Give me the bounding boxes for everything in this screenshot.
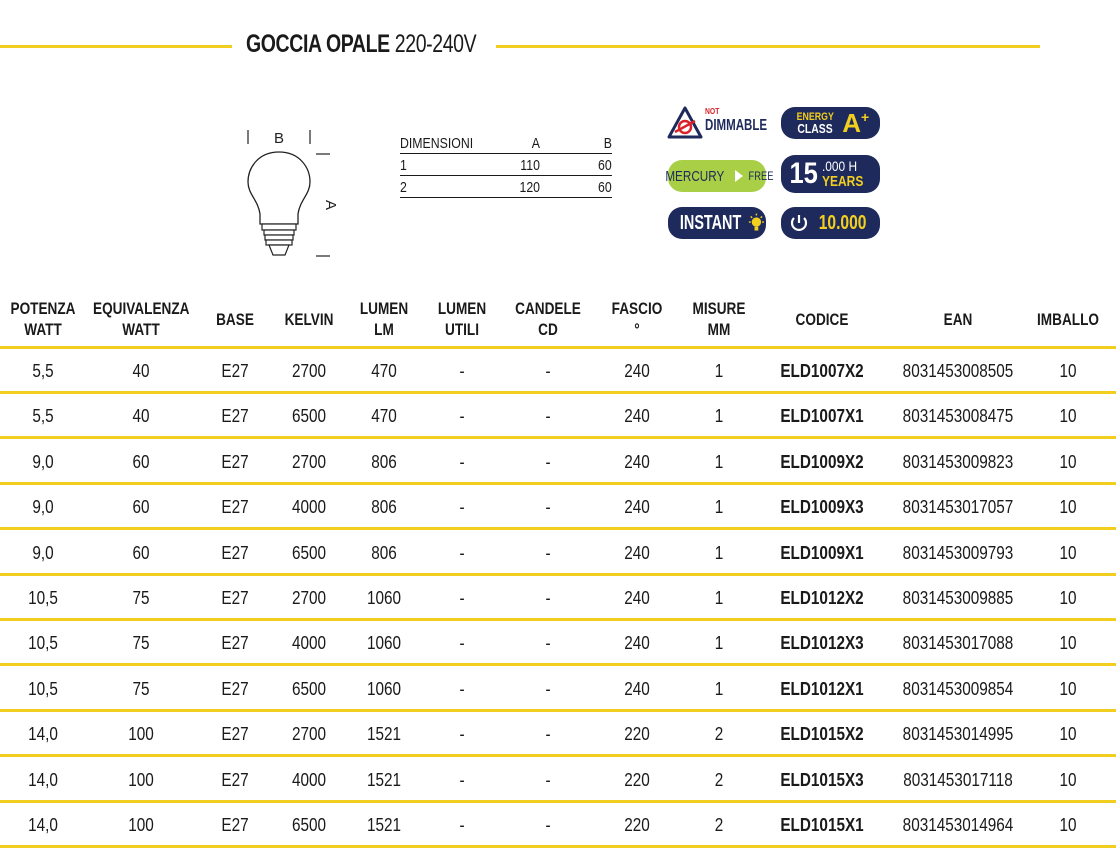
dim-cell: 120 xyxy=(519,179,540,196)
dim-header-b: B xyxy=(603,135,612,152)
column-header xyxy=(910,309,1006,330)
table-row xyxy=(0,621,1116,666)
table-row xyxy=(0,803,1116,848)
table-cell: 470 xyxy=(371,361,397,381)
table-cell: - xyxy=(545,406,551,427)
not-label: NOT xyxy=(705,107,720,116)
column-header-line: POTENZA xyxy=(10,299,76,318)
table-cell: E27 xyxy=(221,406,249,427)
table-cell: 100 xyxy=(128,815,154,835)
table-cell: ELD1012X1 xyxy=(780,678,864,699)
table-cell: ELD1012X2 xyxy=(780,588,864,608)
table-cell: - xyxy=(459,588,465,608)
table-cell: 1060 xyxy=(366,588,402,608)
lightbulb-icon xyxy=(747,212,766,234)
table-cell: 240 xyxy=(624,406,650,427)
table-cell: 1 xyxy=(714,542,724,563)
column-header xyxy=(414,298,510,340)
table-cell: 14,0 xyxy=(28,769,58,790)
power-icon xyxy=(788,212,810,234)
table-cell: - xyxy=(545,588,551,608)
table-cell: 14,0 xyxy=(28,815,58,835)
table-cell: - xyxy=(545,542,551,563)
table-cell: 10 xyxy=(1059,451,1077,472)
table-cell: 10,5 xyxy=(28,633,58,654)
table-cell: E27 xyxy=(221,542,249,563)
table-row xyxy=(0,531,1116,576)
column-header-line: EAN xyxy=(943,310,973,329)
table-cell: ELD1015X2 xyxy=(780,724,864,745)
dim-cell: 110 xyxy=(520,157,540,174)
table-cell: 8031453009885 xyxy=(902,588,1014,608)
table-cell: 14,0 xyxy=(28,724,58,745)
table-cell: - xyxy=(459,451,465,472)
column-header-line: WATT xyxy=(122,320,160,339)
table-cell: 806 xyxy=(371,497,397,518)
dim-cell: 60 xyxy=(598,157,612,174)
table-cell: 1060 xyxy=(366,633,402,654)
table-cell: 8031453014995 xyxy=(902,724,1014,745)
mercury-label: MERCURY xyxy=(665,167,725,185)
table-cell: ELD1007X1 xyxy=(780,406,864,427)
column-header-line: LUMEN xyxy=(437,299,487,318)
table-row xyxy=(0,712,1116,757)
dimensions-row xyxy=(400,154,612,176)
dim-cell: 1 xyxy=(400,157,407,174)
table-cell: 10 xyxy=(1059,815,1077,835)
dim-header-name: DIMENSIONI xyxy=(400,135,474,152)
table-cell: 1521 xyxy=(366,724,402,745)
table-cell: ELD1009X1 xyxy=(780,542,864,563)
table-cell: 4000 xyxy=(291,633,327,654)
table-row xyxy=(0,394,1116,439)
table-cell: - xyxy=(545,678,551,699)
column-header xyxy=(0,298,91,340)
table-cell: 10 xyxy=(1059,769,1077,790)
table-cell: E27 xyxy=(221,588,249,608)
table-cell: 9,0 xyxy=(32,542,54,563)
table-cell: E27 xyxy=(221,678,249,699)
table-cell: 806 xyxy=(371,542,397,563)
table-row xyxy=(0,576,1116,621)
table-cell: 2 xyxy=(714,769,724,790)
title-rule-left xyxy=(0,45,232,48)
table-row xyxy=(0,440,1116,485)
table-cell: E27 xyxy=(221,769,249,790)
table-cell: ELD1007X2 xyxy=(780,361,864,381)
hours-unit: .000 H xyxy=(822,158,858,174)
page-title xyxy=(246,30,476,59)
not-dimmable-icon xyxy=(667,106,703,140)
table-cell: - xyxy=(545,497,551,518)
table-cell: 220 xyxy=(624,769,650,790)
years-label: YEARS xyxy=(822,173,864,190)
column-header-line: EQUIVALENZA xyxy=(93,299,190,318)
table-cell: 1 xyxy=(714,497,724,518)
not-dimmable-badge xyxy=(667,106,767,140)
table-cell: E27 xyxy=(221,815,249,835)
table-cell: 10 xyxy=(1059,724,1077,745)
column-header-line: LUMEN xyxy=(359,299,409,318)
free-label: FREE xyxy=(748,169,774,183)
table-cell: - xyxy=(459,769,465,790)
hours-big: 15 xyxy=(789,157,818,190)
table-cell: - xyxy=(459,724,465,745)
play-arrow-icon xyxy=(735,170,743,182)
table-cell: 2 xyxy=(714,815,724,835)
column-header xyxy=(1020,309,1116,330)
table-cell: 806 xyxy=(371,451,397,472)
bulb-label-b: B xyxy=(273,130,285,147)
table-cell: - xyxy=(459,815,465,835)
table-cell: E27 xyxy=(221,633,249,654)
table-cell: 240 xyxy=(624,678,650,699)
table-cell: 8031453009823 xyxy=(902,451,1014,472)
column-header xyxy=(500,298,596,340)
table-cell: 40 xyxy=(132,361,150,381)
column-header-line: UTILI xyxy=(445,320,479,339)
table-cell: 1060 xyxy=(366,678,402,699)
column-header-line: BASE xyxy=(216,310,254,329)
table-cell: - xyxy=(545,815,551,835)
table-cell: 10 xyxy=(1059,678,1077,699)
table-cell: 75 xyxy=(132,633,150,654)
column-header-line: CODICE xyxy=(795,310,849,329)
table-cell: - xyxy=(545,361,551,381)
table-cell: 220 xyxy=(624,815,650,835)
table-cell: 75 xyxy=(132,678,150,699)
table-cell: 10,5 xyxy=(28,588,58,608)
column-header-line: WATT xyxy=(24,320,62,339)
table-cell: 75 xyxy=(132,588,150,608)
table-cell: 1 xyxy=(714,678,724,699)
column-header-line: MM xyxy=(707,320,731,339)
table-cell: - xyxy=(545,724,551,745)
column-header-line: KELVIN xyxy=(284,310,334,329)
bulb-label-a: A xyxy=(322,199,339,211)
table-cell: 2700 xyxy=(291,451,327,472)
table-cell: ELD1015X1 xyxy=(780,815,864,835)
instant-label: INSTANT xyxy=(679,211,742,234)
table-cell: 240 xyxy=(624,633,650,654)
table-cell: 1521 xyxy=(366,815,402,835)
energy-class-badge xyxy=(781,107,880,139)
table-cell: 8031453017088 xyxy=(902,633,1014,654)
title-voltage: 220-240V xyxy=(394,30,477,58)
table-cell: E27 xyxy=(221,361,249,381)
dimensions-row xyxy=(400,176,612,198)
dimmable-label: DIMMABLE xyxy=(705,117,768,134)
column-header-line: FASCIO xyxy=(611,299,663,318)
table-cell: 240 xyxy=(624,361,650,381)
table-cell: 1 xyxy=(714,451,724,472)
table-row xyxy=(0,349,1116,394)
table-cell: 220 xyxy=(624,724,650,745)
table-cell: 10,5 xyxy=(28,678,58,699)
table-cell: 240 xyxy=(624,542,650,563)
table-cell: 10 xyxy=(1059,542,1077,563)
table-cell: 100 xyxy=(128,769,154,790)
dim-cell: 60 xyxy=(598,179,612,196)
title-bold: GOCCIA OPALE xyxy=(246,30,390,58)
table-cell: 9,0 xyxy=(32,451,54,472)
table-cell: ELD1009X3 xyxy=(780,497,864,518)
table-cell: 8031453008505 xyxy=(902,361,1014,381)
dimensions-table xyxy=(400,132,612,198)
table-cell: 60 xyxy=(132,497,150,518)
table-cell: 2700 xyxy=(291,588,327,608)
table-cell: 8031453017118 xyxy=(903,769,1013,790)
table-cell: 240 xyxy=(624,588,650,608)
table-cell: E27 xyxy=(221,724,249,745)
table-cell: - xyxy=(459,406,465,427)
table-cell: - xyxy=(459,361,465,381)
lifetime-hours-badge xyxy=(781,155,880,193)
table-cell: 5,5 xyxy=(32,406,54,427)
table-cell: 10 xyxy=(1059,497,1077,518)
table-cell: 8031453017057 xyxy=(902,497,1014,518)
table-cell: 240 xyxy=(624,497,650,518)
table-cell: E27 xyxy=(221,497,249,518)
title-rule-right xyxy=(496,45,1040,48)
table-cell: 10 xyxy=(1059,633,1077,654)
column-header-line: CANDELE xyxy=(515,299,581,318)
table-cell: - xyxy=(459,678,465,699)
table-cell: 1 xyxy=(714,588,724,608)
table-cell: 470 xyxy=(371,406,397,427)
column-header xyxy=(93,298,189,340)
instant-badge xyxy=(668,207,766,239)
table-row xyxy=(0,758,1116,803)
table-cell: 60 xyxy=(132,451,150,472)
table-cell: - xyxy=(545,769,551,790)
table-cell: 1521 xyxy=(366,769,402,790)
energy-grade: A xyxy=(842,107,862,138)
table-cell: ELD1012X3 xyxy=(780,633,864,654)
table-cell: - xyxy=(459,542,465,563)
column-header-line: MISURE xyxy=(692,299,746,318)
column-header-line: LM xyxy=(374,320,394,339)
energy-label: ENERGY xyxy=(796,111,834,123)
table-cell: 4000 xyxy=(291,497,327,518)
table-cell: 4000 xyxy=(291,769,327,790)
column-header-line: CD xyxy=(538,320,558,339)
table-row xyxy=(0,667,1116,712)
table-cell: 6500 xyxy=(291,542,327,563)
bulb-dimension-drawing xyxy=(230,122,340,267)
table-cell: 8031453009793 xyxy=(902,542,1014,563)
table-cell: 10 xyxy=(1059,588,1077,608)
column-header xyxy=(774,309,870,330)
table-cell: 100 xyxy=(128,724,154,745)
table-cell: 8031453009854 xyxy=(902,678,1014,699)
column-header xyxy=(671,298,767,340)
table-cell: 10 xyxy=(1059,406,1077,427)
table-cell: 8031453014964 xyxy=(902,815,1014,835)
table-cell: ELD1015X3 xyxy=(780,769,864,790)
dim-cell: 2 xyxy=(400,179,407,196)
mercury-free-badge xyxy=(665,160,774,192)
column-header-line: ° xyxy=(634,320,640,339)
table-cell: 1 xyxy=(714,361,724,381)
table-cell: 6500 xyxy=(291,678,327,699)
table-cell: 5,5 xyxy=(32,361,54,381)
column-header-line: IMBALLO xyxy=(1037,310,1099,329)
row-separator xyxy=(0,845,1116,848)
table-cell: 2700 xyxy=(291,361,327,381)
table-cell: 2 xyxy=(714,724,724,745)
dimensions-header xyxy=(400,132,612,154)
energy-plus: + xyxy=(861,109,870,125)
table-cell: 10 xyxy=(1059,361,1077,381)
table-cell: 6500 xyxy=(291,815,327,835)
products-table-header xyxy=(0,296,1116,346)
switch-cycles-badge xyxy=(781,207,880,239)
table-cell: - xyxy=(545,451,551,472)
table-cell: 6500 xyxy=(291,406,327,427)
table-cell: 8031453008475 xyxy=(902,406,1014,427)
table-cell: 9,0 xyxy=(32,497,54,518)
cycles-label: 10.000 xyxy=(818,211,867,234)
table-cell: - xyxy=(545,633,551,654)
dim-header-a: A xyxy=(531,135,540,152)
table-cell: 2700 xyxy=(291,724,327,745)
table-cell: - xyxy=(459,497,465,518)
class-label: CLASS xyxy=(797,121,833,136)
table-row xyxy=(0,485,1116,530)
table-cell: 240 xyxy=(624,451,650,472)
table-cell: 1 xyxy=(714,406,724,427)
table-cell: 1 xyxy=(714,633,724,654)
table-cell: ELD1009X2 xyxy=(780,451,864,472)
table-cell: E27 xyxy=(221,451,249,472)
table-cell: 40 xyxy=(132,406,150,427)
table-cell: - xyxy=(459,633,465,654)
table-cell: 60 xyxy=(132,542,150,563)
